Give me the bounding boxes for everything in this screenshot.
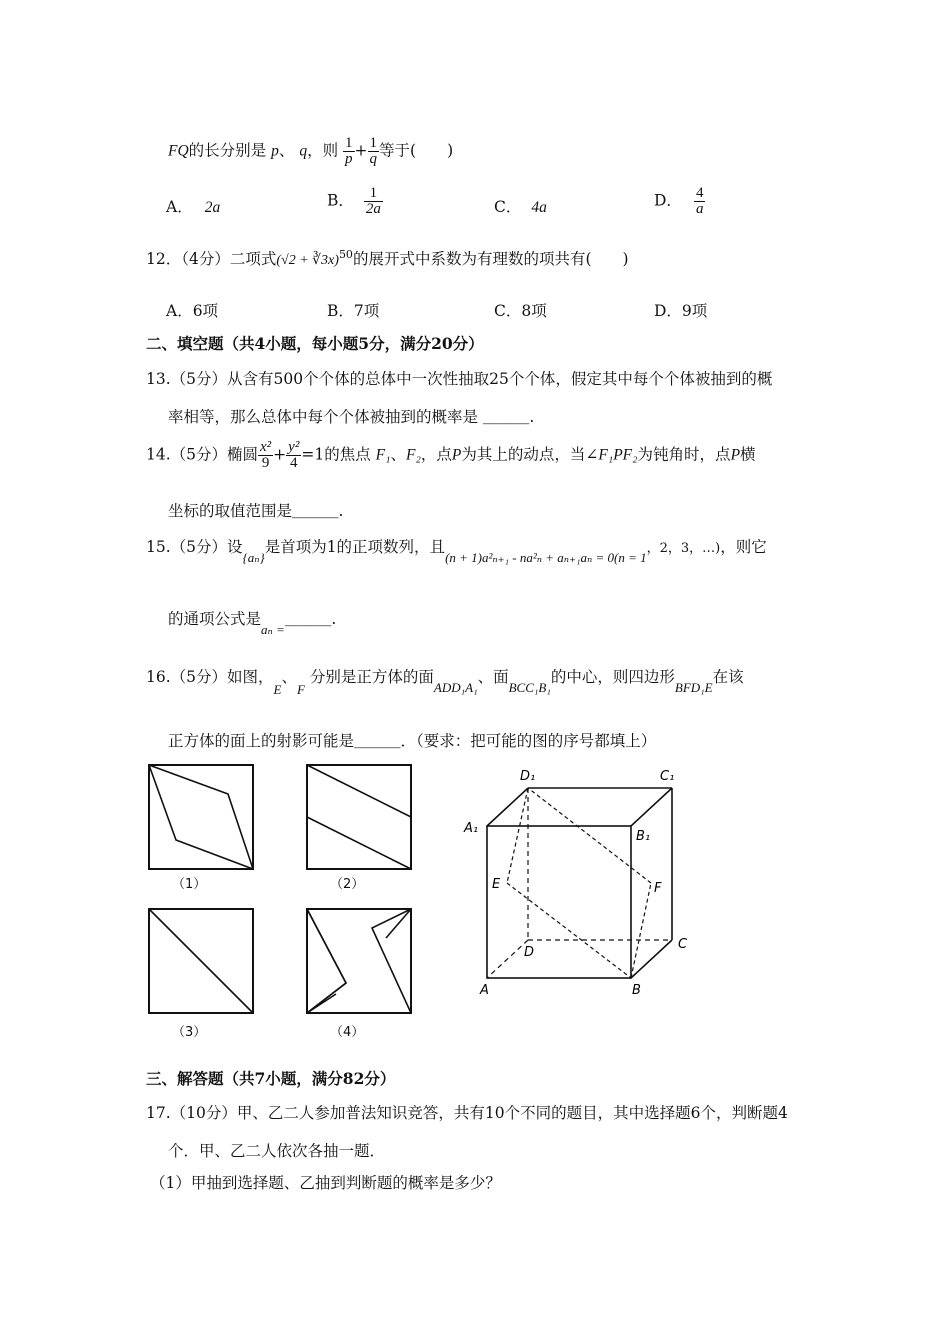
binomial-expr: (√2 + ∛3x) (276, 253, 339, 269)
q11-text-1: 的长分别是 (188, 141, 267, 160)
label-e: E (492, 877, 501, 892)
q11-option-d: D． $\frac{4}{a}$ (654, 185, 704, 217)
q11-option-c: C． 4a (494, 198, 547, 216)
q13-line-1: 13.（5分）从含有500个个体的总体中一次性抽取25个个体，假定其中每个个体被抽到的概 (146, 370, 773, 388)
var-fq: FQ (168, 142, 189, 160)
q17-sub-1: （1）甲抽到选择题、乙抽到判断题的概率是多少？ (150, 1174, 501, 1192)
figure-3-label: （3） (172, 1025, 207, 1040)
q13-line-2: 率相等，那么总体中每个个体被抽到的概率是 ＿＿＿. (168, 408, 535, 426)
section-3-heading: 三、解答题（共7小题，满分82分） (146, 1069, 396, 1088)
label-f: F (654, 881, 662, 896)
projection-figure-4 (306, 908, 414, 1016)
projection-figure-3 (148, 908, 256, 1016)
q12-option-d: D．9项 (654, 302, 708, 320)
q14-line-1: 14.（5分）椭圆 $\frac{\text{x²}}{9}$ + $\frac{\text{y²}}{4}$ =1的焦点 F₁、F₂，点P为其上的动点，当∠F₁PF₂为钝角时，点P横 (146, 439, 756, 471)
q11-option-a: A． 2a (166, 198, 221, 216)
q15-line-2: 的通项公式是$_{a_n =}$＿＿＿. (168, 610, 337, 637)
q11-sep: 、 (278, 141, 295, 160)
q12-option-b: B．7项 (327, 302, 380, 320)
frac-1-over-p: $\frac{1}{p}$ (345, 135, 353, 167)
q11-option-b: B． $\frac{1}{2a}$ (327, 185, 381, 217)
binomial-exponent: 50 (338, 248, 353, 261)
q16-line-2: 正方体的面上的射影可能是＿＿＿．（要求：把可能的图的序号都填上） (168, 732, 657, 750)
q14-line-2: 坐标的取值范围是＿＿＿. (168, 502, 344, 520)
label-b1: B₁ (636, 829, 651, 844)
figure-1-label: （1） (172, 877, 207, 892)
q11-continuation (168, 136, 453, 167)
q12-option-a: A．6项 (166, 302, 219, 320)
label-d1: D₁ (520, 769, 536, 784)
label-a: A (480, 983, 489, 998)
q15-line-1: 15.（5分）设$_{\{a_n\}}$是首项为1的正项数列，且$_{(n + 1)a^2_{n+1} - na^2_n + a_{n+1}a_n = 0(n = 1}$，2，3，…)，则它 (146, 538, 767, 565)
cube-diagram (460, 760, 710, 1000)
frac-1-over-q: $\frac{1}{q}$ (369, 135, 378, 167)
q17-line-2: 个．甲、乙二人依次各抽一题． (168, 1142, 386, 1160)
figure-2-label: （2） (330, 877, 365, 892)
label-a1: A₁ (464, 821, 479, 836)
q17-line-1: 17.（10分）甲、乙二人参加普法知识竞答，共有10个不同的题目，其中选择题6个，判断题4 (146, 1104, 788, 1122)
projection-figure-2 (306, 764, 414, 872)
frac-x2-over-9: $\frac{\text{x²}}{9}$ (260, 439, 272, 471)
q12-option-c: C．8项 (494, 302, 547, 320)
var-q: q (299, 142, 308, 160)
q16-line-1: 16.（5分）如图，$_E$、$_F$ 分别是正方体的面$_{ADD_1A_1}$、面$_{BCC_1B_1}$的中心，则四边形$_{BFD_1E}$在该 (146, 668, 744, 697)
label-b: B (632, 983, 641, 998)
var-p: p (271, 142, 279, 160)
figure-4-label: （4） (330, 1025, 365, 1040)
frac-y2-over-4: $\frac{\text{y²}}{4}$ (288, 439, 300, 471)
q11-text-2: ，则 (307, 141, 339, 160)
projection-figure-1 (148, 764, 256, 872)
section-2-heading: 二、填空题（共4小题，每小题5分，满分20分） (146, 334, 484, 353)
label-c1: C₁ (660, 769, 675, 784)
label-d: D (524, 945, 535, 960)
plus-sign: + (354, 141, 368, 160)
q12-stem: 12．（4分）二项式(√2 + ∛3x)$^{50}$的展开式中系数为有理数的项共有( ) (146, 248, 629, 269)
label-c: C (678, 937, 688, 952)
q11-text-3: 等于( ) (379, 141, 454, 160)
